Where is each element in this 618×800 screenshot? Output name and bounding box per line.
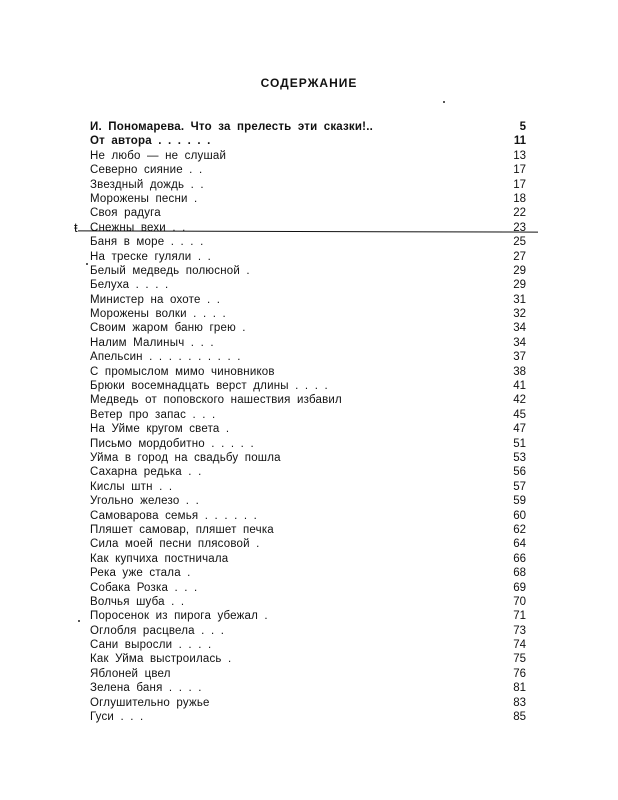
toc-entry-page-number: 75 (513, 653, 526, 666)
toc-entry (90, 321, 526, 335)
toc-entry-title: Морожены волки . . . . (90, 308, 226, 321)
toc-entry-title: На треске гуляли . . (90, 250, 211, 263)
toc-entry-page-number: 66 (513, 552, 526, 565)
toc-entry-page-number: 17 (513, 178, 526, 191)
toc-entry (90, 537, 526, 551)
toc-entry-title: Яблоней цвел (90, 667, 171, 680)
toc-entry (90, 552, 526, 566)
toc-entry-page-number: 41 (513, 380, 526, 393)
toc-entry (90, 178, 526, 192)
toc-entry (90, 365, 526, 379)
toc-entry-page-number: 23 (513, 221, 526, 234)
toc-entry-page-number: 62 (513, 523, 526, 536)
toc-entry (90, 638, 526, 652)
toc-entry-page-number: 25 (513, 236, 526, 249)
toc-entry-page-number: 68 (513, 567, 526, 580)
toc-entry-page-number: 74 (513, 639, 526, 652)
toc-entry-title: Не любо — не слушай (90, 149, 227, 162)
toc-entry-title: Письмо мордобитно . . . . . (90, 437, 254, 450)
toc-entry (90, 163, 526, 177)
print-speck (86, 263, 88, 265)
toc-entry-title: Своя радуга (90, 207, 161, 220)
toc-entry-page-number: 37 (513, 351, 526, 364)
toc-entry-page-number: 85 (513, 711, 526, 724)
toc-entry-title: Как купчиха постничала (90, 552, 229, 565)
toc-entry (90, 192, 526, 206)
toc-entry-title: Река уже стала . (90, 567, 191, 580)
toc-entry (90, 408, 526, 422)
toc-entry-title: Оглобля расцвела . . . (90, 624, 225, 637)
toc-entry-title: Морожены песни . (90, 192, 198, 205)
toc-entry-page-number: 29 (513, 264, 526, 277)
toc-entry (90, 566, 526, 580)
toc-entry-title: С промыслом мимо чиновников (90, 365, 275, 378)
toc-entry (90, 235, 526, 249)
toc-entry (90, 581, 526, 595)
toc-entry-page-number: 57 (513, 480, 526, 493)
toc-entry (90, 609, 526, 623)
toc-entry-page-number: 45 (513, 408, 526, 421)
toc-entry-title: Северно сияние . . (90, 164, 203, 177)
toc-entry (90, 652, 526, 666)
toc-entry-page-number: 34 (513, 322, 526, 335)
toc-entry-title: Зелена баня . . . . (90, 682, 202, 695)
toc-entry-page-number: 47 (513, 423, 526, 436)
toc-entry (90, 393, 526, 407)
toc-entry-page-number: 64 (513, 538, 526, 551)
toc-entry-page-number: 60 (513, 509, 526, 522)
toc-entry (90, 480, 526, 494)
toc-entry-title: Поросенок из пирога убежал . (90, 610, 268, 623)
toc-entry (90, 307, 526, 321)
toc-entry (90, 451, 526, 465)
toc-entry-title: Медведь от поповского нашествия избавил (90, 394, 342, 407)
toc-entry (90, 509, 526, 523)
toc-entry (90, 221, 526, 235)
toc-entry-page-number: 73 (513, 624, 526, 637)
toc-entry-page-number: 29 (513, 279, 526, 292)
toc-entry-page-number: 38 (513, 365, 526, 378)
toc-entry-page-number: 11 (513, 135, 526, 148)
toc-entry-page-number: 81 (513, 682, 526, 695)
toc-entry-title: Своим жаром баню грею . (90, 322, 246, 335)
toc-entry-page-number: 70 (513, 595, 526, 608)
toc-entry-title: Сани выросли . . . . (90, 639, 212, 652)
toc-entry (90, 120, 526, 134)
toc-entry-title: Гуси . . . (90, 711, 144, 724)
toc-entry-page-number: 27 (513, 250, 526, 263)
toc-entry-page-number: 76 (513, 667, 526, 680)
toc-entry-page-number: 56 (513, 466, 526, 479)
toc-entry-title: Волчья шуба . . (90, 595, 185, 608)
table-of-contents (90, 120, 526, 724)
toc-entry (90, 710, 526, 724)
toc-entry (90, 595, 526, 609)
toc-entry-title: Апельсин . . . . . . . . . . (90, 351, 241, 364)
toc-entry-title: Кислы штн . . (90, 480, 173, 493)
toc-entry-title: Пляшет самовар, пляшет печка (90, 523, 274, 536)
toc-entry-title: Ветер про запас . . . (90, 408, 216, 421)
toc-entry (90, 523, 526, 537)
toc-entry-title: Снежны вехи . . (90, 221, 186, 234)
print-speck (443, 101, 445, 103)
toc-entry (90, 206, 526, 220)
toc-entry-title: Звездный дождь . . (90, 178, 204, 191)
toc-entry (90, 422, 526, 436)
toc-entry (90, 336, 526, 350)
toc-entry-page-number: 13 (513, 149, 526, 162)
toc-entry-page-number: 18 (513, 192, 526, 205)
toc-entry (90, 681, 526, 695)
toc-entry-page-number: 32 (513, 308, 526, 321)
toc-entry-page-number: 5 (519, 121, 526, 133)
toc-entry-page-number: 71 (513, 610, 526, 623)
toc-entry-page-number: 17 (513, 164, 526, 177)
toc-entry (90, 667, 526, 681)
print-speck (78, 620, 80, 622)
toc-entry (90, 465, 526, 479)
toc-entry-title: Оглушительно ружье (90, 696, 210, 709)
toc-entry (90, 379, 526, 393)
toc-entry-page-number: 51 (513, 437, 526, 450)
toc-entry-title: Белый медведь полюсной . (90, 264, 250, 277)
toc-entry-page-number: 34 (513, 336, 526, 349)
toc-entry-title: И. Пономарева. Что за прелесть эти сказки!.. (90, 121, 373, 133)
toc-entry-title: От автора . . . . . . (90, 135, 211, 148)
toc-entry (90, 250, 526, 264)
toc-entry (90, 264, 526, 278)
page-title: СОДЕРЖАНИЕ (260, 76, 358, 90)
toc-entry-page-number: 42 (513, 394, 526, 407)
toc-entry-title: На Уйме кругом света . (90, 423, 230, 436)
toc-entry-page-number: 83 (513, 696, 526, 709)
toc-entry-title: Сила моей песни плясовой . (90, 538, 260, 551)
toc-entry-title: Сахарна редька . . (90, 466, 202, 479)
toc-entry (90, 624, 526, 638)
toc-entry-title: Собака Розка . . . (90, 581, 198, 594)
toc-entry-title: Самоварова семья . . . . . . (90, 509, 258, 522)
toc-entry-title: Как Уйма выстроилась . (90, 653, 232, 666)
toc-entry-title: Налим Малиныч . . . (90, 336, 214, 349)
toc-entry-page-number: 53 (513, 451, 526, 464)
toc-entry (90, 278, 526, 292)
toc-entry (90, 350, 526, 364)
toc-entry-page-number: 59 (513, 495, 526, 508)
toc-entry-title: Баня в море . . . . (90, 236, 204, 249)
toc-entry (90, 293, 526, 307)
toc-entry-title: Уйма в город на свадьбу пошла (90, 451, 281, 464)
toc-entry-page-number: 69 (513, 581, 526, 594)
toc-entry (90, 134, 526, 148)
toc-entry (90, 437, 526, 451)
toc-entry (90, 696, 526, 710)
toc-entry-page-number: 22 (513, 207, 526, 220)
toc-entry-title: Министер на охоте . . (90, 293, 221, 306)
toc-entry-title: Брюки восемнадцать верст длины . . . . (90, 380, 328, 393)
toc-entry-page-number: 31 (513, 293, 526, 306)
toc-entry-title: Угольно железо . . (90, 495, 199, 508)
pen-mark-icon: ŧ (74, 220, 78, 235)
toc-entry-title: Белуха . . . . (90, 279, 169, 292)
toc-entry (90, 149, 526, 163)
toc-entry (90, 494, 526, 508)
